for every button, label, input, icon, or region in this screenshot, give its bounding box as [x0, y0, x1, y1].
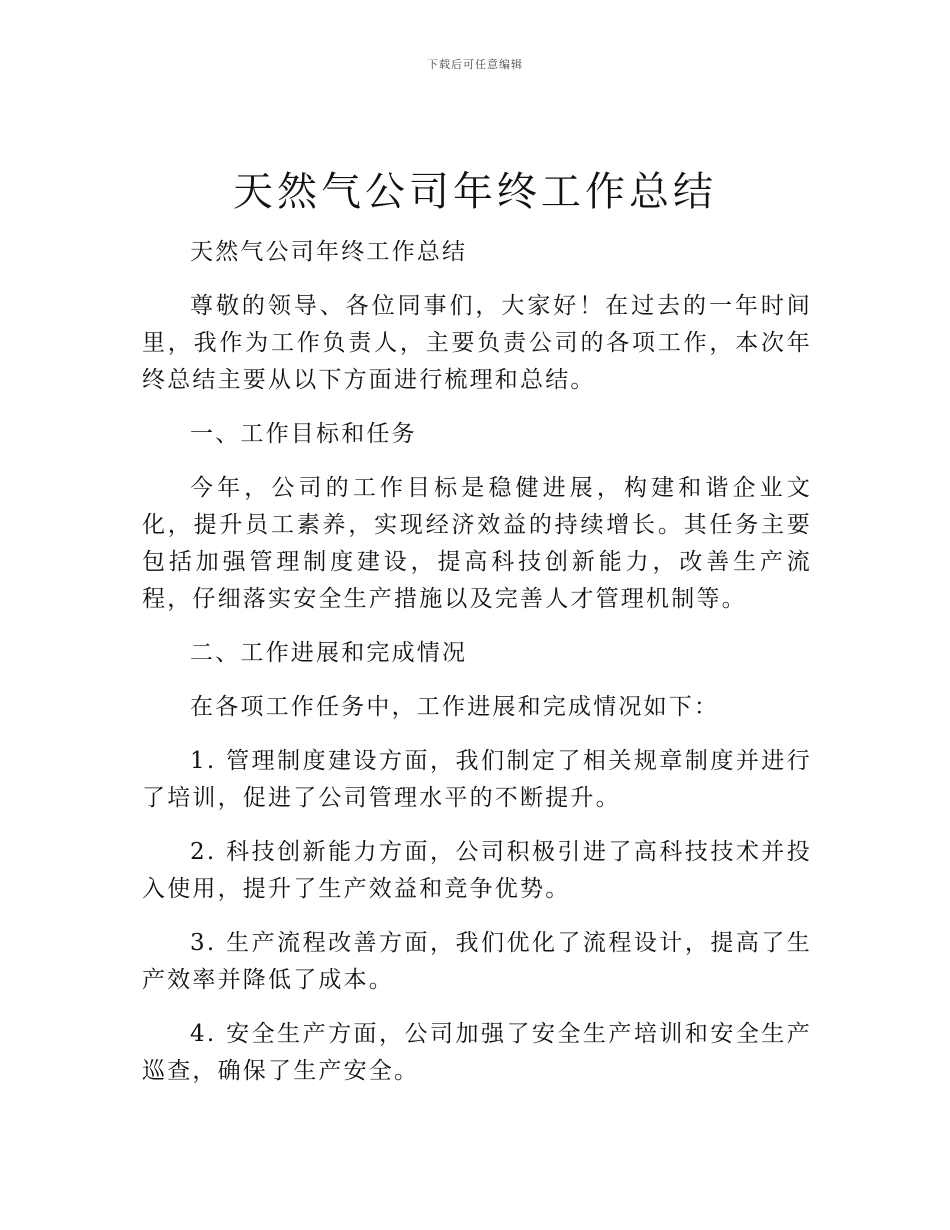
goals-paragraph: 今年，公司的工作目标是稳健进展，构建和谐企业文化，提升员工素养，实现经济效益的持续增长。其任务主要包括加强管理制度建设，提高科技创新能力，改善生产流程，仔细落实安全生产措施以及完善人才管理机制等。 — [142, 475, 812, 612]
greeting-paragraph: 尊敬的领导、各位同事们，大家好！在过去的一年时间里，我作为工作负责人，主要负责公司的各项工作，本次年终总结主要从以下方面进行梳理和总结。 — [142, 293, 812, 393]
section-heading-progress: 二、工作进展和完成情况 — [190, 640, 468, 666]
document-title: 天然气公司年终工作总结 — [233, 169, 717, 215]
subtitle-paragraph: 天然气公司年终工作总结 — [190, 239, 468, 265]
list-item-innovation: 2. 科技创新能力方面，公司积极引进了高科技技术并投入使用，提升了生产效益和竞争优势。 — [142, 839, 812, 902]
section-heading-goals: 一、工作目标和任务 — [190, 421, 417, 447]
document-body — [142, 234, 812, 1107]
progress-intro-paragraph: 在各项工作任务中，工作进展和完成情况如下： — [190, 694, 720, 720]
list-item-management: 1. 管理制度建设方面，我们制定了相关规章制度并进行了培训，促进了公司管理水平的不断提升。 — [142, 748, 812, 811]
list-item-process: 3. 生产流程改善方面，我们优化了流程设计，提高了生产效率并降低了成本。 — [142, 930, 812, 993]
list-item-safety: 4. 安全生产方面，公司加强了安全生产培训和安全生产巡查，确保了生产安全。 — [142, 1021, 812, 1084]
page-header: 下载后可任意编辑 — [427, 58, 523, 71]
